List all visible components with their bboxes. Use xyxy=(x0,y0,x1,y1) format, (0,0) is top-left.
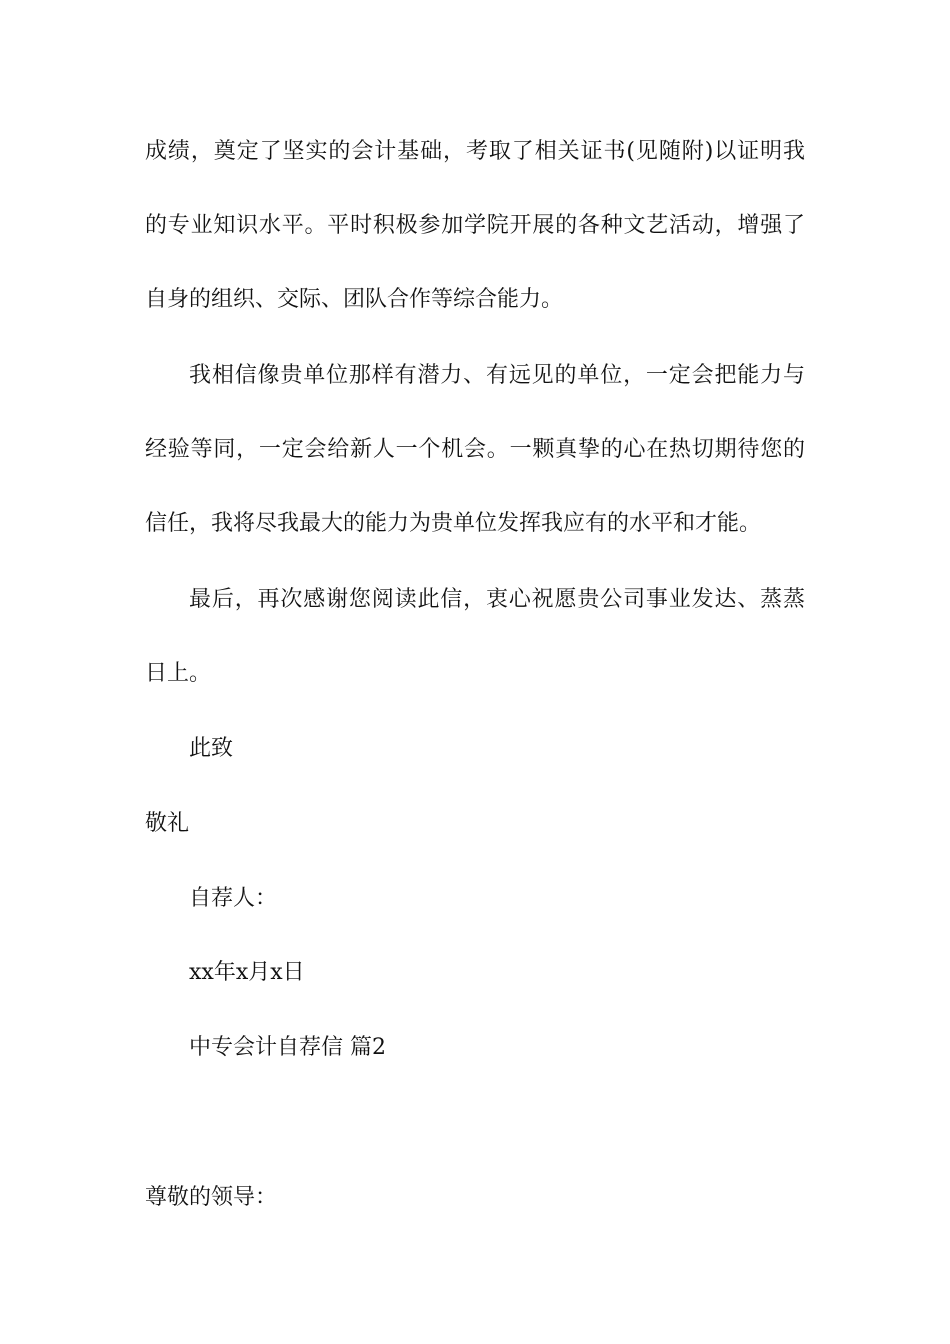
closing-salutation: 此致 xyxy=(189,736,234,761)
body-text-line: 自身的组织、交际、团队合作等综合能力。 xyxy=(145,287,564,312)
body-text-line: 最后，再次感谢您阅读此信，衷心祝愿贵公司事业发达、蒸蒸 xyxy=(189,587,805,612)
body-text-line: 我相信像贵单位那样有潜力、有远见的单位，一定会把能力与 xyxy=(189,363,805,388)
closing-regards: 敬礼 xyxy=(145,811,190,836)
body-text-line: 信任，我将尽我最大的能力为贵单位发挥我应有的水平和才能。 xyxy=(145,511,762,536)
body-text-line: 成绩，奠定了坚实的会计基础，考取了相关证书(见随附)以证明我 xyxy=(145,139,805,164)
body-text-line: 日上。 xyxy=(145,661,212,686)
greeting-line: 尊敬的领导： xyxy=(145,1185,278,1210)
body-text-line: 经验等同，一定会给新人一个机会。一颗真挚的心在热切期待您的 xyxy=(145,437,805,462)
signature-label: 自荐人： xyxy=(189,886,278,911)
date-line: xx年x月x日 xyxy=(189,960,305,985)
section-title: 中专会计自荐信 篇2 xyxy=(189,1035,386,1060)
body-text-line: 的专业知识水平。平时积极参加学院开展的各种文艺活动，增强了 xyxy=(145,213,805,238)
